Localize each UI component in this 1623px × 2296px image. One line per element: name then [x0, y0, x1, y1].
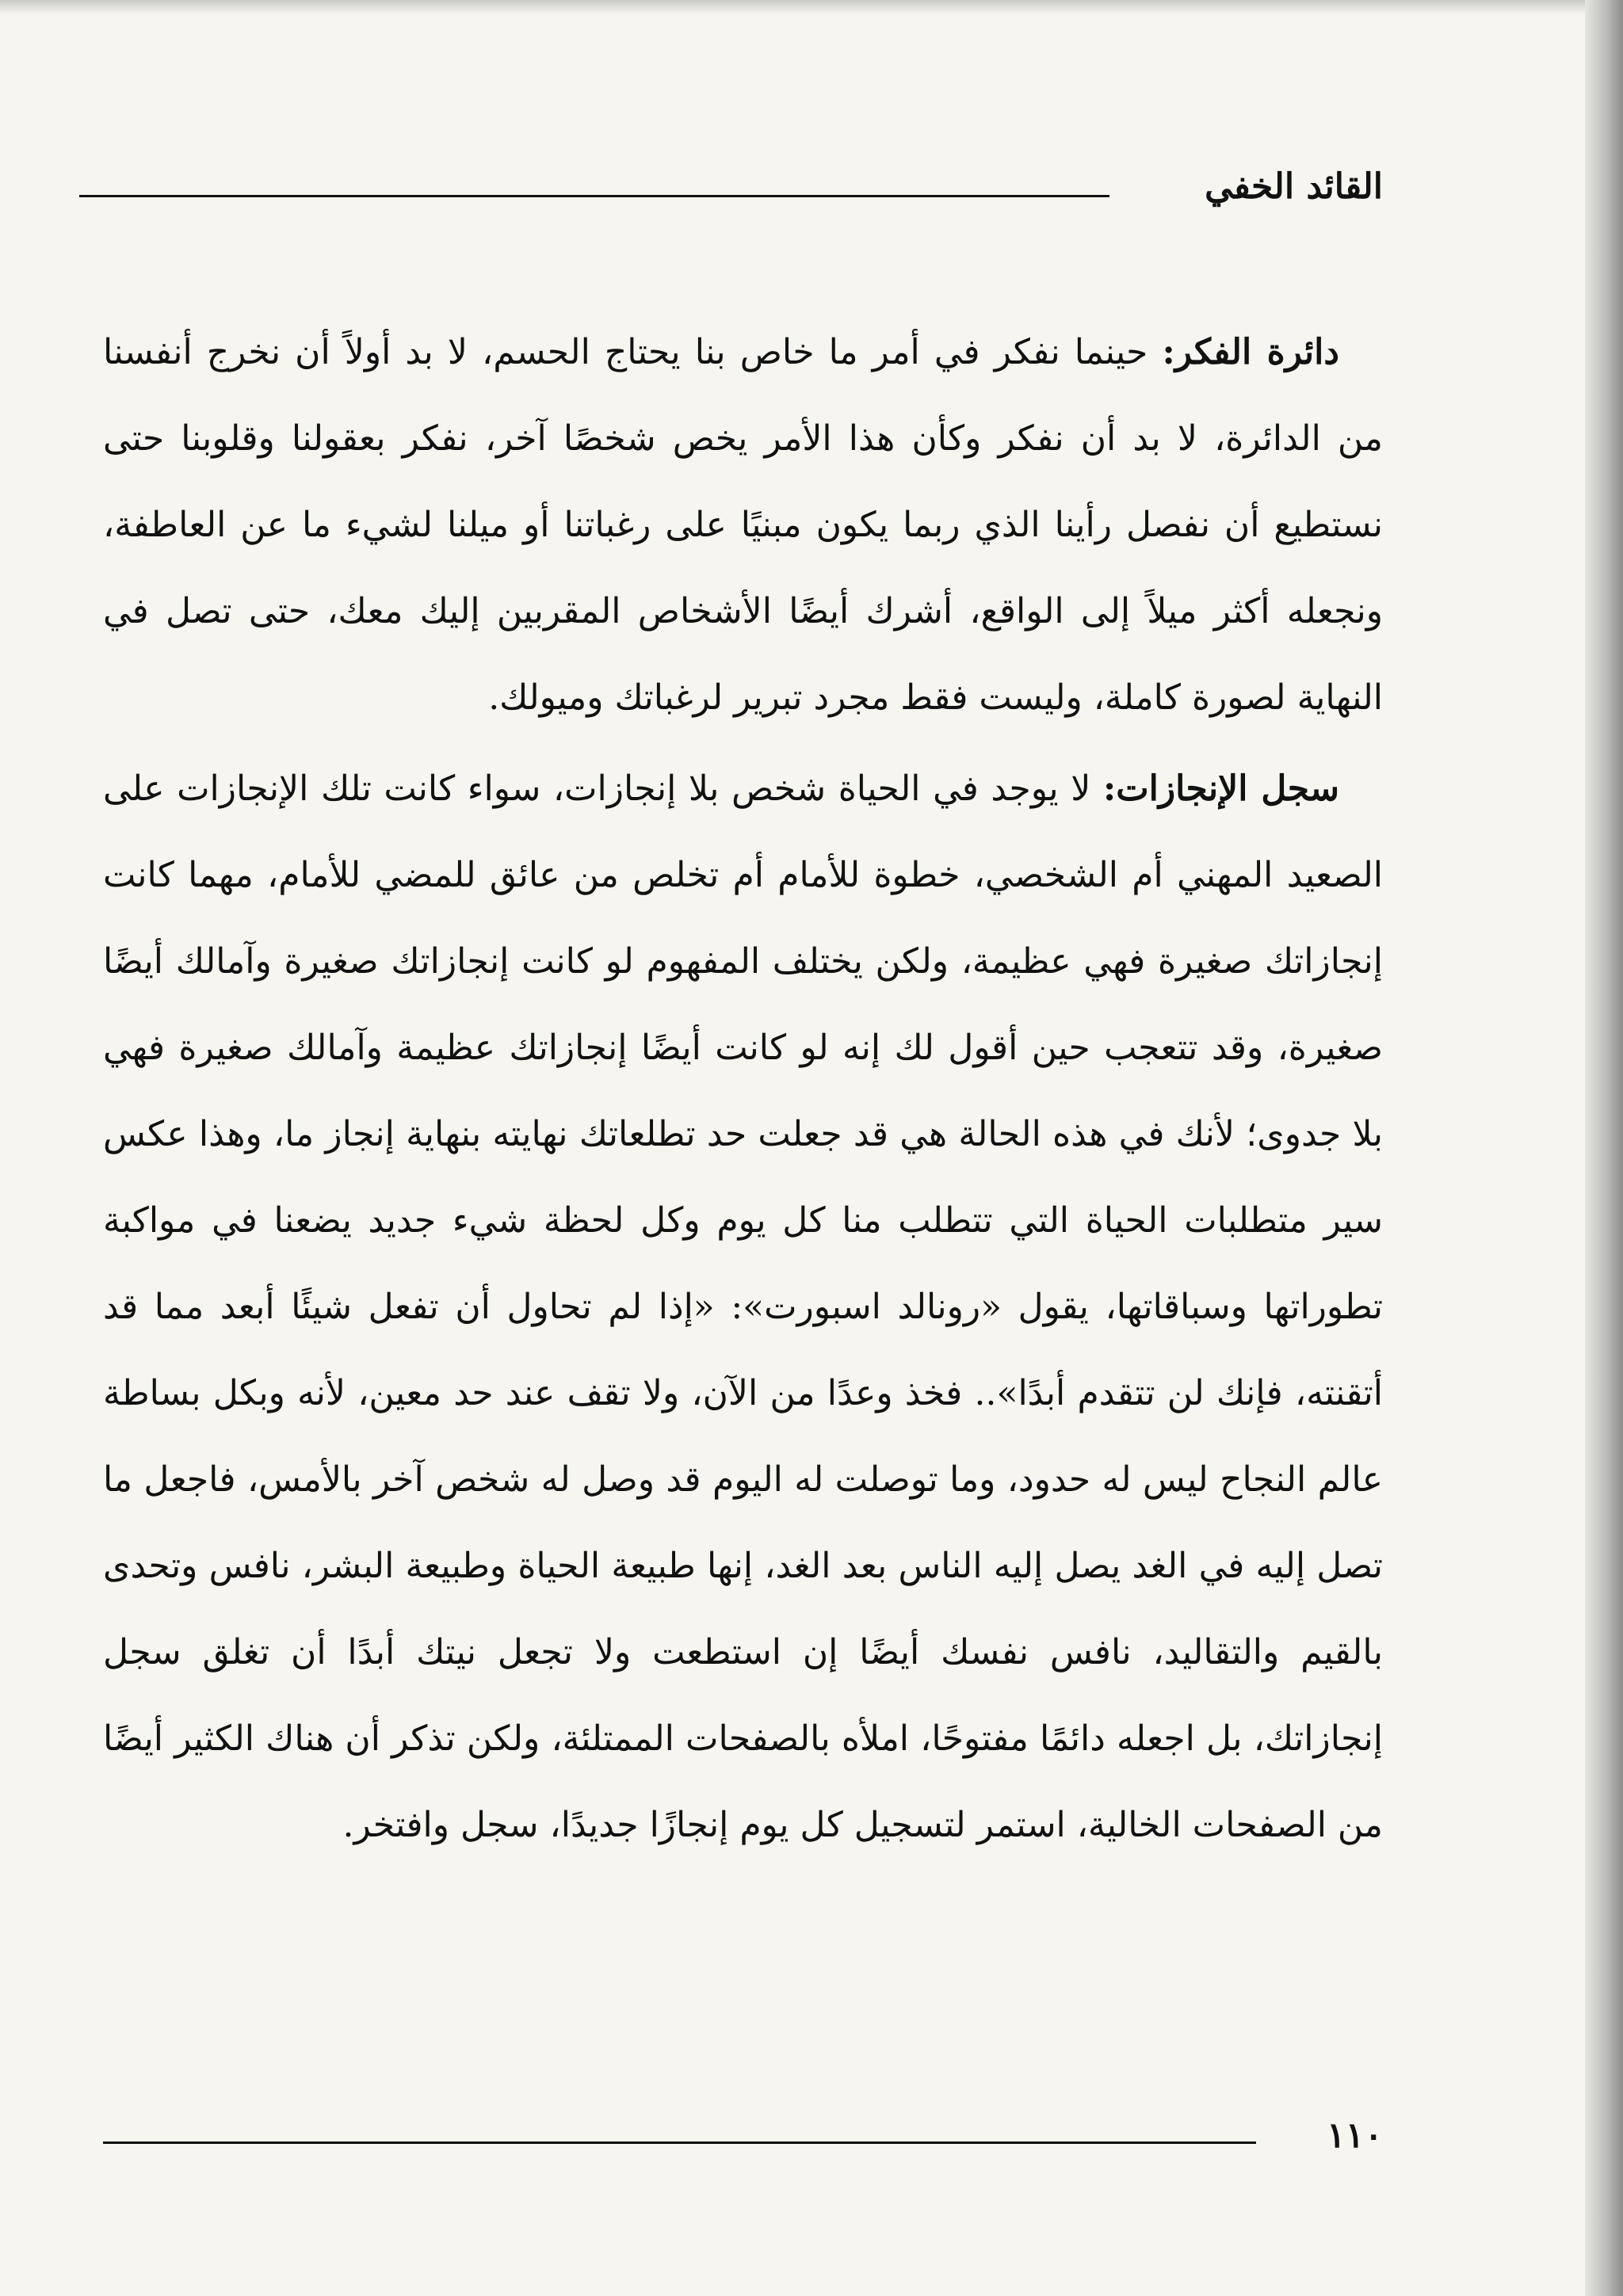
- paragraph-achievements-record: [103, 746, 1383, 1868]
- page-number: ١١٠: [1327, 2115, 1383, 2156]
- paragraph-term: سجل الإنجازات:: [1102, 769, 1339, 809]
- running-header: [79, 166, 1383, 222]
- book-spine-edge: [1585, 0, 1623, 2296]
- paragraph-body: حينما نفكر في أمر ما خاص بنا يحتاج الحسم، لا بد أولاً أن نخرج أنفسنا من الدائرة، لا بد أن نفكر وكأن هذا الأمر يخص شخصًا آخر، نفكر بعقولنا وقلوبنا حتى نستطيع أن نفصل رأينا الذي ربما يكون مبنيًا على رغباتنا أو ميلنا لشيء ما عن العاطفة، ونجعله أكثر ميلاً إلى الواقع، أشرك أيضًا الأشخاص المقربين إليك معك، حتى تصل في النهاية لصورة كاملة، وليست فقط مجرد تبرير لرغباتك وميولك.: [103, 332, 1383, 718]
- paragraph-body: لا يوجد في الحياة شخص بلا إنجازات، سواء كانت تلك الإنجازات على الصعيد المهني أم الشخصي، خطوة للأمام أم تخلص من عائق للمضي للأمام، مهما كانت إنجازاتك صغيرة فهي عظيمة، ولكن يختلف المفهوم لو كانت إنجازاتك صغيرة وآمالك أيضًا صغيرة، وقد تتعجب حين أقول لك إنه لو كانت أيضًا إنجازاتك عظيمة وآمالك صغيرة فهي بلا جدوى؛ لأنك في هذه الحالة هي قد جعلت حد تطلعاتك نهايته بنهاية إنجاز ما، وهذا عكس سير متطلبات الحياة التي تتطلب منا كل يوم وكل لحظة شيء جديد يضعنا في مواكبة تطوراتها وسباقاتها، يقول «رونالد اسبورت»: «إذا لم تحاول أن تفعل شيئًا أبعد مما قد أتقنته، فإنك لن تتقدم أبدًا».. فخذ وعدًا من الآن، ولا تقف عند حد معين، لأنه وبكل بساطة عالم النجاح ليس له حدود، وما توصلت له اليوم قد وصل له شخص آخر بالأمس، فاجعل ما تصل إليه في الغد يصل إليه الناس بعد الغد، إنها طبيعة الحياة وطبيعة البشر، نافس وتحدى بالقيم والتقاليد، نافس نفسك أيضًا إن استطعت ولا تجعل نيتك أبدًا أن تغلق سجل إنجازاتك، بل اجعله دائمًا مفتوحًا، املأه بالصفحات الممتلئة، ولكن تذكر أن هناك الكثير أيضًا من الصفحات الخالية، استمر لتسجيل كل يوم إنجازًا جديدًا، سجل وافتخر.: [103, 769, 1383, 1845]
- body-text: [103, 309, 1383, 1868]
- book-title: القائد الخفي: [1205, 166, 1383, 207]
- paragraph-term: دائرة الفكر:: [1162, 332, 1339, 372]
- page-footer: [103, 2115, 1383, 2171]
- page-top-shadow: [0, 0, 1585, 14]
- footer-rule: [103, 2142, 1256, 2144]
- header-rule: [79, 195, 1109, 197]
- paragraph-thought-circle: [103, 309, 1383, 741]
